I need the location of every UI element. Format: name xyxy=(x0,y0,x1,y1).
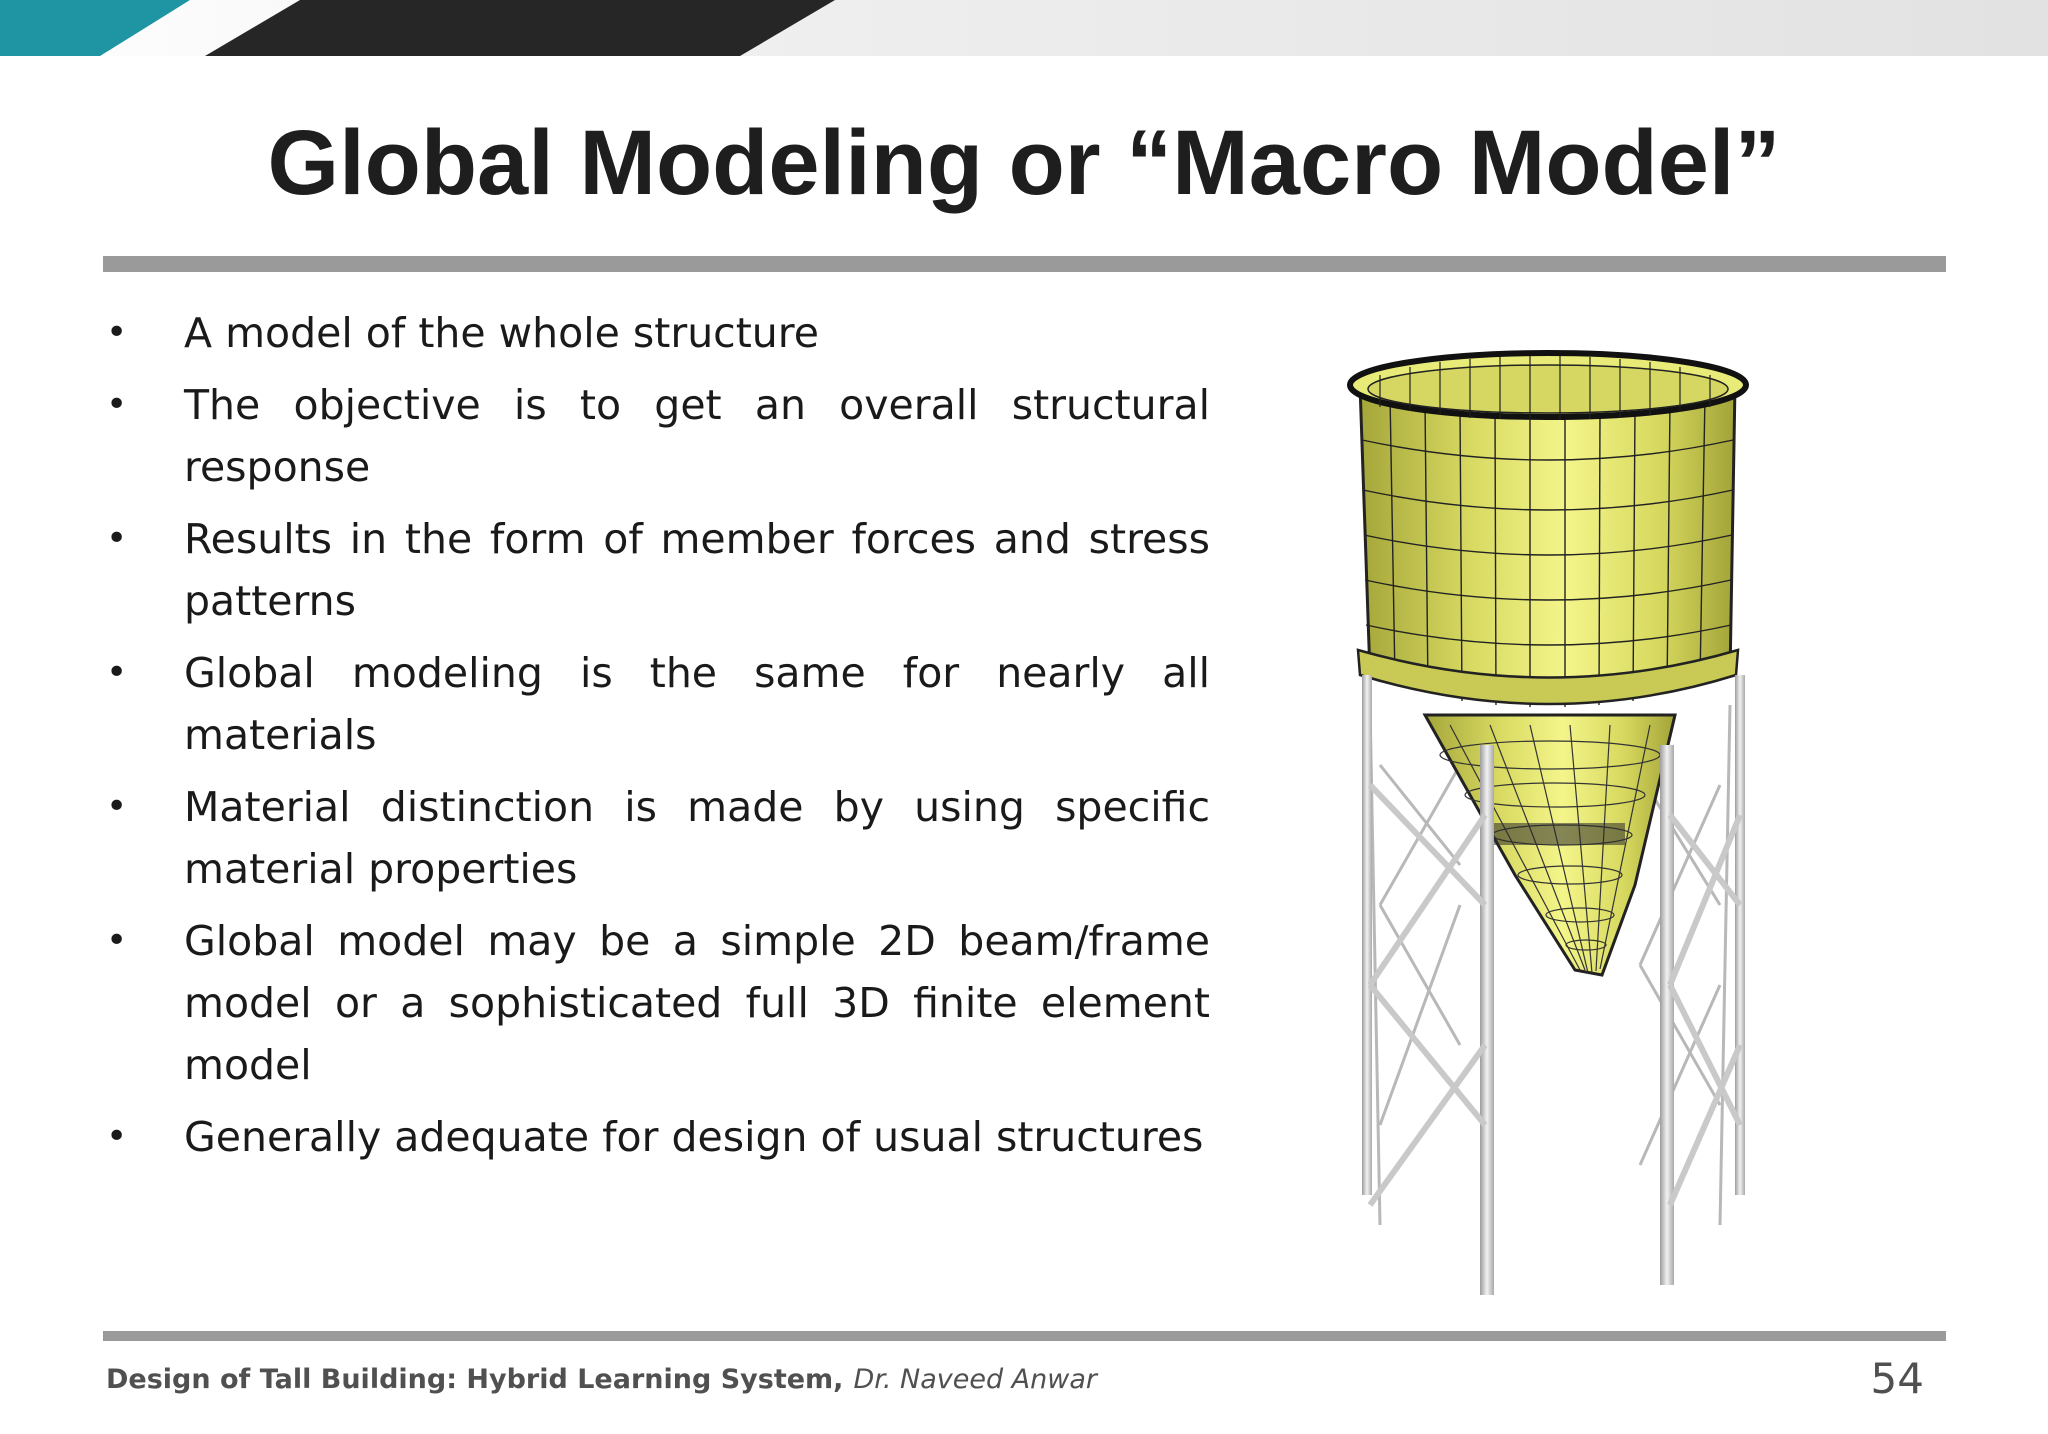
bullet-item xyxy=(100,508,1210,632)
elevated-hopper-tank-fe-model-icon xyxy=(1340,345,1760,1305)
page-number: 54 xyxy=(1870,1354,1924,1403)
footer-author: Dr. Naveed Anwar xyxy=(853,1364,1097,1395)
footer-course-title: Design of Tall Building: Hybrid Learning System, xyxy=(106,1364,844,1395)
bullet-marker: • xyxy=(106,920,128,961)
bullet-marker: • xyxy=(106,518,128,559)
bullet-text: The objective is to get an overall structural response xyxy=(184,381,1210,491)
bullet-marker: • xyxy=(106,652,128,693)
bullet-item xyxy=(100,910,1210,1096)
page-title: Global Modeling or “Macro Model” xyxy=(267,112,1781,214)
bullet-marker: • xyxy=(106,384,128,425)
bullet-text: Global modeling is the same for nearly all materials xyxy=(184,649,1210,759)
footer-divider xyxy=(103,1331,1946,1341)
bullet-item xyxy=(100,1106,1210,1168)
bullet-text: Material distinction is made by using specific material properties xyxy=(184,783,1210,893)
bullet-marker: • xyxy=(106,1116,128,1157)
bullet-item xyxy=(100,302,1210,364)
bullet-marker: • xyxy=(106,786,128,827)
support-leg xyxy=(1480,745,1494,1295)
bullet-text: Global model may be a simple 2D beam/frame model or a sophisticated full 3D finite element model xyxy=(184,917,1210,1089)
top-banner xyxy=(0,0,2048,56)
bullet-marker: • xyxy=(106,312,128,353)
footer-credit xyxy=(106,1364,1097,1395)
hopper-transition-ring xyxy=(1490,823,1625,845)
bullet-item xyxy=(100,642,1210,766)
support-leg xyxy=(1362,675,1372,1195)
bullet-item xyxy=(100,374,1210,498)
bullet-item xyxy=(100,776,1210,900)
tank-cylinder xyxy=(1360,385,1735,700)
title-divider xyxy=(103,256,1946,272)
bullet-text: A model of the whole structure xyxy=(184,309,819,357)
bullet-text: Results in the form of member forces and stress patterns xyxy=(184,515,1210,625)
bullet-text: Generally adequate for design of usual structures xyxy=(184,1113,1204,1161)
bullet-list xyxy=(100,302,1210,1178)
